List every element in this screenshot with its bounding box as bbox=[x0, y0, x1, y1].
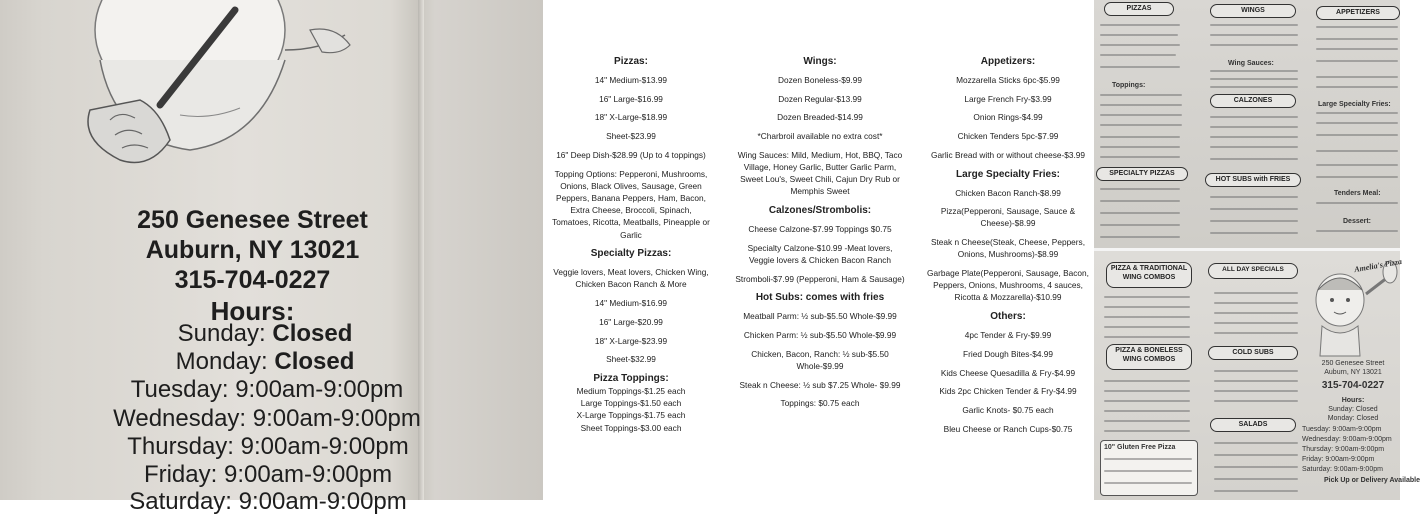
board-text-line bbox=[1210, 158, 1298, 160]
board-text-line bbox=[1214, 292, 1298, 294]
board-text-line bbox=[1316, 150, 1398, 152]
board-text-line bbox=[1210, 232, 1298, 234]
board-text-line bbox=[1104, 336, 1190, 338]
board-text-line bbox=[1316, 38, 1398, 40]
hours-row: Wednesday: 9:00am-9:00pm bbox=[113, 405, 421, 432]
phone-number: 315-704-0227 bbox=[174, 266, 331, 294]
board-text-line bbox=[1214, 454, 1298, 456]
menu-item: Sheet-$32.99 bbox=[606, 354, 656, 365]
menu-column-appetizers bbox=[923, 55, 1093, 441]
board-text-line bbox=[1214, 490, 1298, 492]
menu-item: 14" Medium-$13.99 bbox=[594, 75, 668, 85]
board-text-line bbox=[1100, 212, 1180, 214]
board-text-line bbox=[1316, 86, 1398, 88]
board-header: WINGS bbox=[1210, 4, 1296, 18]
board-text-line bbox=[1214, 478, 1298, 480]
board-header: CALZONES bbox=[1210, 94, 1296, 108]
board-text-line bbox=[1210, 146, 1298, 148]
storefront-photo bbox=[0, 0, 543, 515]
board-text-line bbox=[1104, 458, 1192, 460]
board-text-line bbox=[1210, 116, 1298, 118]
board-text-line bbox=[1316, 112, 1398, 114]
board-text-line bbox=[1210, 126, 1298, 128]
text-menu bbox=[543, 0, 1094, 500]
menu-item: Mozzarella Sticks 6pc-$5.99 bbox=[956, 75, 1060, 85]
menu-item: Large French Fry-$3.99 bbox=[964, 93, 1052, 104]
topping-options: Topping Options: Pepperoni, Mushrooms, Onions, Black Olives, Sausage, Green Peppers, Banana Peppers, Ham, Bacon, Extra Cheese, Broccoli, Spinach, Tomatoes, Ricotta, Meatballs, Pineapple or Garlic bbox=[552, 168, 710, 240]
board-header: COLD SUBS bbox=[1208, 346, 1298, 360]
menu-item: Sheet Toppings-$3.00 each bbox=[580, 422, 682, 433]
menu-item: Garlic Bread with or without cheese-$3.99 bbox=[930, 149, 1086, 160]
board-text-line bbox=[1214, 400, 1298, 402]
board-text-line bbox=[1214, 466, 1298, 468]
board-text-line bbox=[1100, 44, 1180, 46]
board-note: Dessert: bbox=[1343, 218, 1372, 225]
menu-item: Toppings: $0.75 each bbox=[780, 398, 860, 409]
hours-row: Thursday: 9:00am-9:00pm bbox=[127, 433, 409, 460]
menu-item: 18" X-Large-$23.99 bbox=[594, 335, 668, 346]
board-text-line bbox=[1214, 442, 1298, 444]
board-text-line bbox=[1104, 482, 1192, 484]
menu-item: X-Large Toppings-$1.75 each bbox=[576, 410, 686, 421]
hours-row: Tuesday: 9:00am-9:00pm bbox=[130, 376, 404, 403]
board-header: SALADS bbox=[1210, 418, 1296, 432]
menu-item: Pizza(Pepperoni, Sausage, Sauce & Cheese)-$8.99 bbox=[940, 206, 1076, 229]
address-city: Auburn, NY 13021 bbox=[145, 236, 360, 264]
board-address-line: Auburn, NY 13021 bbox=[1324, 369, 1382, 376]
board-text-line bbox=[1100, 236, 1180, 238]
menu-item: Steak n Cheese(Steak, Cheese, Peppers, Onions, Mushrooms)-$8.99 bbox=[930, 237, 1086, 260]
board-text-line bbox=[1316, 76, 1398, 78]
menu-item: Dozen Regular-$13.99 bbox=[778, 93, 862, 104]
board-text-line bbox=[1100, 136, 1180, 138]
board-text-line bbox=[1100, 156, 1180, 158]
hours-row: Sunday: Closed bbox=[177, 320, 353, 347]
board-text-line bbox=[1316, 230, 1398, 232]
board-text-line bbox=[1316, 48, 1398, 50]
board-text-line bbox=[1100, 94, 1182, 96]
menu-item: 4pc Tender & Fry-$9.99 bbox=[964, 330, 1052, 341]
board-text-line bbox=[1100, 66, 1180, 68]
menu-item: Chicken Bacon Ranch-$8.99 bbox=[955, 187, 1061, 198]
board-text-line bbox=[1316, 60, 1398, 62]
section-title: Calzones/Strombolis: bbox=[768, 205, 872, 217]
menu-item: Medium Toppings-$1.25 each bbox=[576, 385, 686, 396]
board-text-line bbox=[1104, 326, 1190, 328]
menu-item: Fried Dough Bites-$4.99 bbox=[963, 348, 1053, 359]
board-text-line bbox=[1316, 26, 1398, 28]
board-text-line bbox=[1104, 410, 1190, 412]
board-text-line bbox=[1104, 470, 1192, 472]
board-text-line bbox=[1104, 430, 1190, 432]
board-text-line bbox=[1100, 146, 1180, 148]
board-text-line bbox=[1210, 24, 1298, 26]
menu-item: Kids Cheese Quesadilla & Fry-$4.99 bbox=[940, 367, 1076, 378]
menu-description: Veggie lovers, Meat lovers, Chicken Wing, Chicken Bacon Ranch & More bbox=[553, 267, 709, 290]
board-note: Wing Sauces: bbox=[1228, 60, 1274, 67]
menu-item: Large Toppings-$1.50 each bbox=[580, 398, 682, 409]
gluten-free-label: 10" Gluten Free Pizza bbox=[1104, 444, 1176, 451]
menu-item: Bleu Cheese or Ranch Cups-$0.75 bbox=[943, 423, 1073, 434]
hours-row: Saturday: 9:00am-9:00pm bbox=[129, 488, 407, 515]
menu-item: 18" X-Large-$18.99 bbox=[594, 112, 668, 123]
chef-mascot-illustration bbox=[60, 0, 360, 190]
menu-item: 16" Large-$16.99 bbox=[599, 93, 663, 104]
menu-column-pizzas bbox=[551, 55, 711, 434]
hours-row: Monday: Closed bbox=[175, 348, 355, 375]
menu-item: Specialty Calzone-$10.99 -Meat lovers, Veggie lovers & Chicken Bacon Ranch bbox=[747, 242, 893, 266]
menu-item: Dozen Breaded-$14.99 bbox=[777, 112, 863, 123]
board-note: Large Specialty Fries: bbox=[1318, 101, 1391, 108]
board-text-line bbox=[1316, 164, 1398, 166]
board-text-line bbox=[1210, 220, 1298, 222]
menu-item: Stromboli-$7.99 (Pepperoni, Ham & Sausage) bbox=[735, 273, 905, 284]
board-text-line bbox=[1104, 420, 1190, 422]
board-header: HOT SUBS with FRIES bbox=[1205, 173, 1301, 187]
menu-item: Garlic Knots- $0.75 each bbox=[962, 404, 1054, 415]
hours-row: Friday: 9:00am-9:00pm bbox=[143, 461, 393, 488]
menu-item: 16" Large-$20.99 bbox=[599, 316, 663, 327]
board-header: PIZZA & BONELESS WING COMBOS bbox=[1106, 344, 1192, 370]
board-text-line bbox=[1100, 34, 1178, 36]
board-text-line bbox=[1316, 122, 1398, 124]
board-text-line bbox=[1210, 196, 1298, 198]
board-address-line: 250 Genesee Street bbox=[1321, 360, 1385, 367]
board-hours-line: Wednesday: 9:00am-9:00pm bbox=[1302, 436, 1392, 443]
board-text-line bbox=[1210, 136, 1298, 138]
board-header: PIZZAS bbox=[1104, 2, 1174, 16]
menu-column-wings bbox=[735, 55, 905, 416]
board-header: PIZZA & TRADITIONAL WING COMBOS bbox=[1106, 262, 1192, 288]
board-text-line bbox=[1104, 306, 1190, 308]
amelia-mascot-illustration bbox=[1300, 260, 1398, 356]
section-title: Specialty Pizzas: bbox=[590, 248, 672, 260]
board-text-line bbox=[1214, 302, 1298, 304]
board-text-line bbox=[1100, 114, 1182, 116]
board-hours-line: Friday: 9:00am-9:00pm bbox=[1302, 456, 1375, 463]
board-text-line bbox=[1100, 54, 1176, 56]
board-text-line bbox=[1104, 380, 1190, 382]
section-title: Wings: bbox=[803, 56, 837, 67]
section-title: Others: bbox=[990, 311, 1026, 323]
wing-sauces: Wing Sauces: Mild, Medium, Hot, BBQ, Taco Village, Honey Garlic, Butter Garlic Parm, Sweet Lou's, Sweet Chili, Cajun Dry Rub or Memphis Sweet bbox=[737, 149, 903, 197]
board-hours-line: Tuesday: 9:00am-9:00pm bbox=[1302, 426, 1382, 433]
board-text-line bbox=[1104, 296, 1190, 298]
menu-item: Cheese Calzone-$7.99 Toppings $0.75 bbox=[748, 224, 892, 235]
pickup-delivery-note: Pick Up or Delivery Available bbox=[1324, 477, 1420, 484]
board-text-line bbox=[1214, 332, 1298, 334]
board-text-line bbox=[1214, 370, 1298, 372]
menu-item: Onion Rings-$4.99 bbox=[973, 112, 1043, 123]
board-text-line bbox=[1316, 134, 1398, 136]
board-text-line bbox=[1210, 34, 1298, 36]
menu-item: Dozen Boneless-$9.99 bbox=[778, 75, 862, 85]
board-text-line bbox=[1214, 312, 1298, 314]
board-note: Tenders Meal: bbox=[1334, 190, 1381, 197]
brand-logo: Amelia's Pizza bbox=[1353, 256, 1403, 275]
board-note: Toppings: bbox=[1112, 82, 1146, 89]
menu-item: Kids 2pc Chicken Tender & Fry-$4.99 bbox=[939, 386, 1077, 397]
menu-item: Sheet-$23.99 bbox=[606, 131, 656, 142]
board-text-line bbox=[1316, 202, 1398, 204]
section-title: Large Specialty Fries: bbox=[956, 168, 1060, 180]
section-title: Hot Subs: comes with fries bbox=[755, 292, 885, 304]
board-header: SPECIALTY PIZZAS bbox=[1096, 167, 1188, 181]
menu-item: 14" Medium-$16.99 bbox=[594, 298, 668, 309]
board-text-line bbox=[1104, 316, 1190, 318]
board-text-line bbox=[1210, 208, 1298, 210]
board-text-line bbox=[1316, 176, 1398, 178]
board-hours-line: Monday: Closed bbox=[1327, 415, 1379, 422]
charbroil-note: *Charbroil available no extra cost* bbox=[757, 131, 883, 142]
hours-title: Hours: bbox=[210, 296, 295, 326]
board-hours-title: Hours: bbox=[1341, 397, 1365, 404]
menu-item: Chicken, Bacon, Ranch: ½ sub-$5.50 Whole-$9.99 bbox=[751, 348, 889, 372]
section-title: Appetizers: bbox=[980, 56, 1036, 67]
board-text-line bbox=[1100, 224, 1180, 226]
board-text-line bbox=[1104, 390, 1190, 392]
menu-item: Garbage Plate(Pepperoni, Sausage, Bacon, Peppers, Onions, Mushrooms, 4 sauces, Ricotta & Mozzarella)-$10.99 bbox=[927, 268, 1089, 303]
board-text-line bbox=[1104, 400, 1190, 402]
section-title: Pizzas: bbox=[614, 56, 648, 67]
board-text-line bbox=[1100, 24, 1180, 26]
board-phone: 315-704-0227 bbox=[1321, 380, 1385, 391]
board-hours-line: Saturday: 9:00am-9:00pm bbox=[1302, 466, 1383, 473]
menu-item: Steak n Cheese: ½ sub $7.25 Whole- $9.99 bbox=[739, 379, 901, 390]
board-text-line bbox=[1100, 104, 1182, 106]
board-text-line bbox=[1210, 44, 1298, 46]
board-text-line bbox=[1100, 188, 1180, 190]
board-text-line bbox=[1100, 124, 1182, 126]
board-text-line bbox=[1214, 380, 1298, 382]
menu-item: Chicken Parm: ½ sub-$5.50 Whole-$9.99 bbox=[743, 330, 897, 341]
menu-item: Meatball Parm: ½ sub-$5.50 Whole-$9.99 bbox=[743, 311, 897, 322]
board-text-line bbox=[1210, 86, 1298, 88]
board-text-line bbox=[1214, 322, 1298, 324]
board-hours-line: Sunday: Closed bbox=[1328, 406, 1378, 413]
section-title: Pizza Toppings: bbox=[593, 372, 669, 384]
board-header: APPETIZERS bbox=[1316, 6, 1400, 20]
board-text-line bbox=[1214, 390, 1298, 392]
board-header: ALL DAY SPECIALS bbox=[1208, 263, 1298, 279]
board-text-line bbox=[1210, 78, 1298, 80]
board-text-line bbox=[1100, 200, 1180, 202]
address-street: 250 Genesee Street bbox=[137, 206, 368, 234]
menu-item: Chicken Tenders 5pc-$7.99 bbox=[957, 131, 1059, 142]
board-text-line bbox=[1210, 70, 1298, 72]
menu-item: 16" Deep Dish-$28.99 (Up to 4 toppings) bbox=[556, 149, 706, 160]
board-hours-line: Thursday: 9:00am-9:00pm bbox=[1302, 446, 1385, 453]
